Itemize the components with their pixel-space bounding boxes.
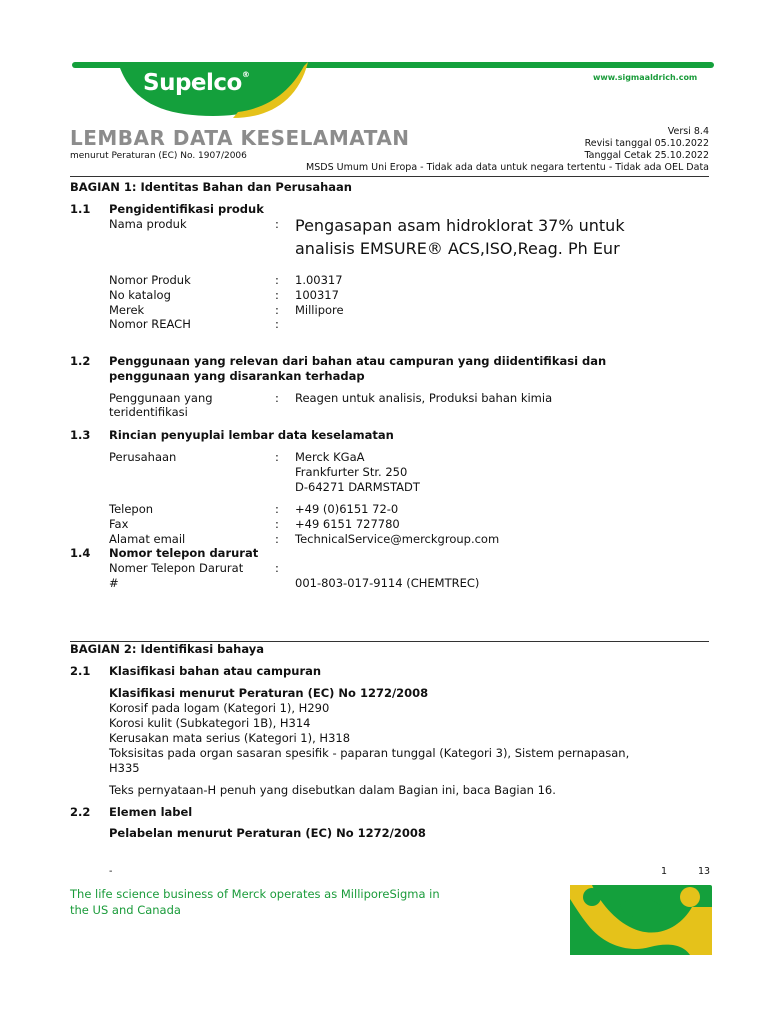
colon: : [275,391,279,405]
labelling-heading: Pelabelan menurut Peraturan (EC) No 1272/2008 [109,826,426,840]
use-label-line-2: teridentifikasi [109,405,188,419]
fax-value: +49 6151 727780 [295,517,400,531]
emergency-label-line-2: # [109,576,119,590]
colon: : [275,288,279,302]
colon: : [275,532,279,546]
section-2-2-title: Elemen label [109,805,193,819]
classification-item: Kerusakan mata serius (Kategori 1), H318 [109,731,351,745]
print-date: Tanggal Cetak 25.10.2022 [584,150,709,161]
website-url[interactable]: www.sigmaaldrich.com [593,73,698,82]
msds-line: MSDS Umum Uni Eropa - Tidak ada data untuk negara tertentu - Tidak ada OEL Data [306,162,709,173]
catalog-label: No katalog [109,288,171,302]
emergency-label-line-1: Nomer Telepon Darurat [109,561,244,575]
reach-label: Nomor REACH [109,317,191,331]
section-1-3-title: Rincian penyuplai lembar data keselamatan [109,428,394,442]
colon: : [275,303,279,317]
section-1-3-number: 1.3 [70,428,91,442]
section-1-2-title-line-1: Penggunaan yang relevan dari bahan atau campuran yang diidentifikasi dan [109,354,607,368]
classification-item: Korosi kulit (Subkategori 1B), H314 [109,716,311,730]
colon: : [275,517,279,531]
section-2-2-number: 2.2 [70,805,91,819]
revision-date: Revisi tanggal 05.10.2022 [584,138,709,149]
version: Versi 8.4 [667,126,709,137]
section-1-title: BAGIAN 1: Identitas Bahan dan Perusahaan [70,180,352,194]
company-line-1: Merck KGaA [295,450,365,464]
footer-dash: - [109,866,113,877]
document-subtitle: menurut Peraturan (EC) No. 1907/2006 [70,151,247,161]
classification-item: Korosif pada logam (Kategori 1), H290 [109,701,330,715]
page-number: 1 [661,866,668,877]
section-2-1-number: 2.1 [70,664,91,678]
colon: : [275,217,279,231]
section-1-2-number: 1.2 [70,354,91,368]
section-1-4-number: 1.4 [70,546,91,560]
phone-label: Telepon [109,502,154,516]
merck-logo-icon [570,885,712,955]
brand-label: Merek [109,303,145,317]
section-2-1-title: Klasifikasi bahan atau campuran [109,664,322,678]
footer-note-line-1: The life science business of Merck operates as MilliporeSigma in [70,887,440,901]
email-link[interactable]: TechnicalService@merckgroup.com [295,532,500,546]
product-number: 1.00317 [295,273,343,287]
document-title: LEMBAR DATA KESELAMATAN [70,126,410,150]
catalog-number: 100317 [295,288,339,302]
classification-item: Toksisitas pada organ sasaran spesifik - paparan tunggal (Kategori 3), Sistem pernapasan, [109,746,630,760]
product-name-line-2: analisis EMSURE® ACS,ISO,Reag. Ph Eur [295,239,620,258]
divider [70,176,709,177]
colon: : [275,317,279,331]
product-number-label: Nomor Produk [109,273,191,287]
section-1-2-title-line-2: penggunaan yang disarankan terhadap [109,369,365,383]
section-1-4-title: Nomor telepon darurat [109,546,259,560]
colon: : [275,450,279,464]
section-2-title: BAGIAN 2: Identifikasi bahaya [70,642,265,656]
brand-value: Millipore [295,303,344,317]
classification-heading: Klasifikasi menurut Peraturan (EC) No 1272/2008 [109,686,429,700]
footer-note [70,886,440,918]
total-pages: 13 [698,866,711,877]
section-1-1-title: Pengidentifikasi produk [109,202,264,216]
brand-logo-text: Supelco® [143,70,250,96]
company-line-3: D-64271 DARMSTADT [295,480,420,494]
classification-item: H335 [109,761,140,775]
colon: : [275,273,279,287]
product-name-label: Nama produk [109,217,187,231]
company-label: Perusahaan [109,450,177,464]
colon: : [275,502,279,516]
email-label: Alamat email [109,532,186,546]
colon: : [275,561,279,575]
footer-note-line-2: the US and Canada [70,903,181,917]
h-statement-note: Teks pernyataan-H penuh yang disebutkan dalam Bagian ini, baca Bagian 16. [109,783,556,797]
company-line-2: Frankfurter Str. 250 [295,465,408,479]
use-label-line-1: Penggunaan yang [109,391,213,405]
section-1-1-number: 1.1 [70,202,91,216]
phone-value: +49 (0)6151 72-0 [295,502,399,516]
product-name-line-1: Pengasapan asam hidroklorat 37% untuk [295,216,625,235]
use-value: Reagen untuk analisis, Produksi bahan kimia [295,391,553,405]
fax-label: Fax [109,517,129,531]
emergency-number: 001-803-017-9114 (CHEMTREC) [295,576,480,590]
